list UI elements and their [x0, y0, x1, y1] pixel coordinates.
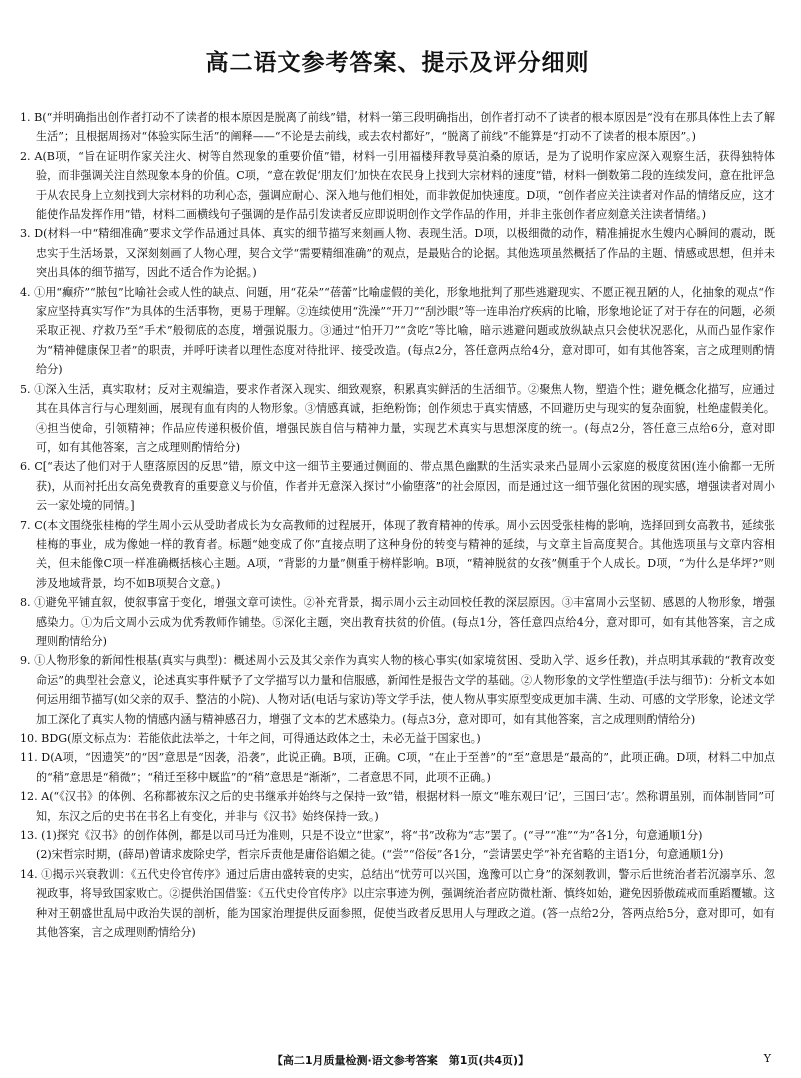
answer-item: 14. ①揭示兴衰教训：《五代史伶官传序》通过后唐由盛转衰的史实，总结出“忧劳可以兴国，逸豫可以亡身”的深刻教训，警示后世统治者若沉溺享乐、忽视政事，将导致国家败亡。②提供治国借鉴：《五代史伶官传序》以庄宗事迹为例，强调统治者应防微杜渐、慎终如始，避免因骄傲疏戒而重蹈覆辙。这种对王朝盛世乱局中政治失误的剖析，能为国家治理提供反面参照，促使当政者反思用人与理政之道。(答一点给2分，答两点给5分，意对即可，如有其他答案，言之成理则酌情给分)	[20, 867, 775, 940]
answer-item: 2. A(B项，“旨在证明作家关注火、树等自然现象的重要价值”错，材料一引用福楼拜教导莫泊桑的原话，是为了说明作家应深入观察生活，获得独特体验，而非强调关注自然现象本身的价值。C项，“意在敦促‘朋友们’加快在农民身上找到大宗材料的速度”错，材料一倒数第二段的连续发问，意在批评急于从农民身上立刻找到大宗材料的功利心态，强调应耐心、深入地与他们相处，而非敦促加快速度。D项，“创作者应关注读者对作品的情绪反应，这才能使作品发挥作用”错，材料二画横线句子强调的是作品引发读者反应即说明创作文学作品的作用，并非主张创作者应刻意关注读者情绪。)	[20, 149, 775, 222]
answer-item: 10. BDG(原文标点为：若能依此法举之，十年之间，可得通达政体之士，未必无益于国家也。)	[20, 732, 481, 745]
answer-item: 5. ①深入生活，真实取材；反对主观编造，要求作者深入现实、细致观察，积累真实鲜活的生活细节。②聚焦人物，塑造个性；避免概念化描写，应通过其在具体言行与心理刻画，展现有血有肉的人物形象。③情感真诚，拒绝粉饰；创作须忠于真实情感，不回避历史与现实的复杂面貌，杜绝虚假美化。④担当使命，引领精神；作品应传递积极价值，增强民族自信与精神力量，实现艺术真实与思想深度的统一。(每点2分，答任意三点给6分，意对即可，如有其他答案，言之成理则酌情给分)	[20, 382, 775, 454]
page-footer: 【高二1月质量检测·语文参考答案 第1页(共4页)】	[271, 1054, 530, 1067]
footer-mark: Y	[763, 1052, 771, 1065]
answer-list	[20, 108, 775, 942]
answer-item: 1. B(“并明确指出创作者打动不了读者的根本原因是脱离了前线”错，材料一第三段明确指出，创作者打动不了读者的根本原因是“没有在那具体性上去了解生活”；且根据周扬对“体验实际生活”的阐释——“不论是去前线，或去农村都好”，“脱离了前线”不能算是“打动不了读者的根本原因”。)	[20, 111, 775, 144]
answer-item: 11. D(A项，“因遗笑”的“因”意思是“因袭，沿袭”，此说正确。B项，正确。C项，“在止于至善”的“至”意思是“最高的”，此项正确。D项，材料二中加点的“稍”意思是“稍微”；“稍迁至移中厩监”的“稍”意思是“渐渐”，二者意思不同，此项不正确。)	[20, 751, 775, 784]
answer-item: 9. ①人物形象的新闻性根基(真实与典型)：概述周小云及其父亲作为真实人物的核心事实(如家境贫困、受助入学、返乡任教)，并点明其承载的“教育改变命运”的典型社会意义，论述真实事件赋予了文学描写以力量和信服感，新闻性是报告文学的基础。②人物形象的文学性塑造(手法与细节)：分析文本如何运用细节描写(如父亲的双手、整洁的小院)、人物对话(电话与家访)等文学手法，使人物从事实原型变成更加丰满、生动、可感的文学形象，论述文学加工深化了真实人物的情感内涵与精神感召力，增强了文本的艺术感染力。(每点3分，意对即可，如有其他答案，言之成理则酌情给分)	[20, 654, 775, 726]
page-title: 高二语文参考答案、提示及评分细则	[205, 50, 590, 76]
answer-item: 6. C[“表达了他们对于人堕落原因的反思”错，原文中这一细节主要通过侧面的、带点黑色幽默的生活实录来凸显周小云家庭的极度贫困(连小偷都一无所获)，从而衬托出女高免费教育的重要意义与价值，作者并无意深入探讨“小偷堕落”的社会原因，而是通过这一细节强化贫困的现实感，增强读者对周小云一家处境的同情。]	[20, 460, 775, 513]
answer-item: 3. D(材料一中“精细准确”要求文学作品通过具体、真实的细节描写来刻画人物、表现生活。D项，以极细微的动作，精准捕捉水生嫂内心瞬间的震动，既忠实于生活场景，又深刻刻画了人物心理，契合文学“需要精细准确”的观点，是最贴合的论据。其他选项虽然概括了作品的主题、情感或思想，但并未突出具体的细节描写，因此不适合作为论据。)	[20, 227, 775, 280]
answer-item: 7. C(本文围绕张桂梅的学生周小云从受助者成长为女高教师的过程展开，体现了教育精神的传承。周小云因受张桂梅的影响，选择回到女高教书，延续张桂梅的事业，成为像她一样的教育者。标题“她变成了你”直接点明了这种身份的转变与精神的延续，与文章主旨高度契合。其他选项虽与文章内容相关，但未能像C项一样准确概括核心主题。A项，“背影的力量”侧重于榜样影响。B项，“精神脱贫的女孩”侧重于个人成长。D项，“为什么是华坪?”则涉及地域背景，均不如B项契合文意。)	[20, 518, 775, 590]
answer-item: 4. ①用“癫疥”“脓包”比喻社会或人性的缺点、问题，用“花朵”“蓓蕾”比喻虚假的美化，形象地批判了那些逃避现实、不愿正视丑陋的人，化抽象的观点“作家应坚持真实写作”为具体的生活事物，更易于理解。②连续使用“洗澡”“开刀”“刮沙眼”等一连串治疗疾病的比喻，形象地论证了对于存在的问题，必须采取正视、疗救乃至“手术”般彻底的态度，增强说服力。③通过“怕开刀”“贪吃”等比喻，暗示逃避问题或放纵缺点只会使状况恶化，从而凸显作家作为“精神健康保卫者”的职责，并呼吁读者以理性态度对待批评、接受改造。(每点2分，答任意两点给4分，意对即可，如有其他答案，言之成理则酌情给分)	[20, 285, 775, 377]
answer-item: 8. ①避免平铺直叙，使叙事富于变化，增强文章可读性。②补充背景，揭示周小云主动回校任教的深层原因。③丰富周小云坚韧、感恩的人物形象，增强感染力。①为后文周小云成为优秀教师作铺垫。⑤深化主题，突出教育扶贫的价值。(每点1分，答任意四点给4分，意对即可，如有其他答案，言之成理则酌情给分)	[20, 596, 775, 648]
answer-item: 12. A(“《汉书》的体例、名称都被东汉之后的史书继承并始终与之保持一致”错，根据材料一原文“唯东观曰‘记’，三国曰‘志’。然称谓虽别，而体制皆同”可知，东汉之后的史书在书名上有变化，并非与《汉书》始终保持一致。)	[20, 790, 775, 823]
answer-item: 13. (1)探究《汉书》的创作体例，都是以司马迁为准则，只是不设立“世家”，将“书”改称为“志”罢了。(“寻”“准”“为”各1分，句意通顺1分) (2)宋哲宗时期，(薛昂)曾请求废除史学，哲宗斥责他是庸俗谄媚之徒。(“尝”“俗佞”各1分，“尝请罢史学”补充省略的主语1分，句意通顺1分)	[20, 829, 724, 862]
